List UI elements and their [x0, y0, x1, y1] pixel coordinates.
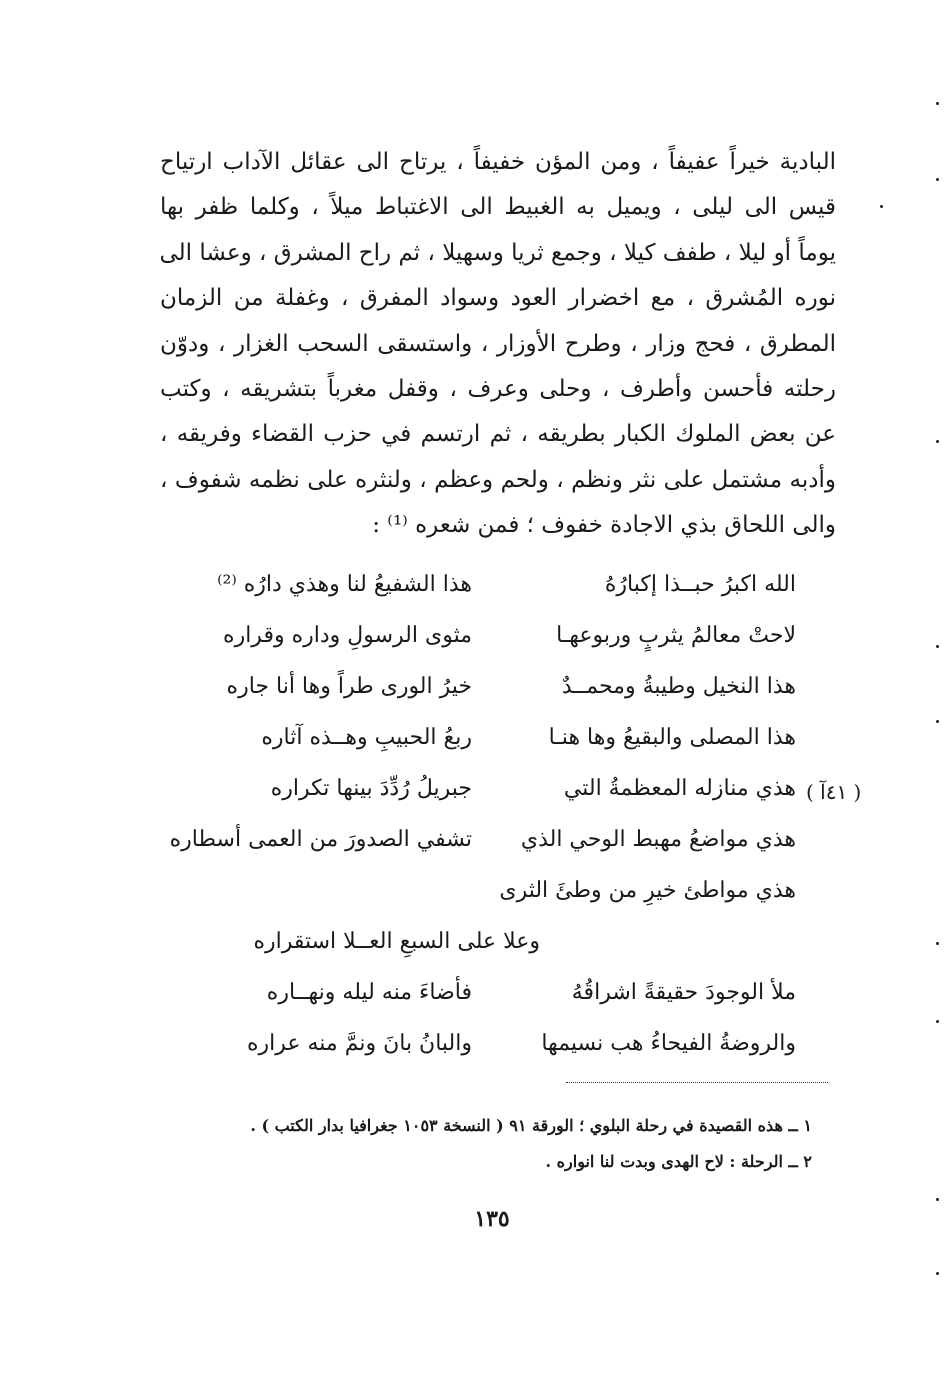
footnote: ١ ــ هذه القصيدة في رحلة البلوي ؛ الورقة ٩١ ( النسخة ١٠٥٣ جغرافيا بدار الكتب ) .	[250, 1116, 812, 1135]
verse-first-hemistich: هذا النخيل وطيبةُ ومحمــدٌ	[561, 674, 796, 699]
verse-first-hemistich: والروضةُ الفيحاءُ هب نسيمها	[541, 1031, 796, 1056]
prose-line: والى اللحاق بذي الاجادة خفوف ؛ فمن شعره ⁽¹⁾ :	[372, 512, 836, 539]
verse	[196, 929, 796, 980]
prose-line: وأدبه مشتمل على نثر ونظم ، ولحم وعظم ، ولنثره على نظمه شفوف ،	[160, 466, 836, 493]
verse-second-hemistich: وعلا على السبعِ العــلا استقراره	[253, 929, 540, 954]
footnote-divider	[566, 1082, 828, 1083]
poem	[169, 572, 796, 1082]
verse	[196, 980, 796, 1031]
verse-second-hemistich: جبريلُ رُدِّدَ بينها تكراره	[270, 776, 472, 801]
verse	[169, 827, 796, 878]
verse-second-hemistich: فأضاءَ منه ليله ونهــاره	[266, 980, 472, 1005]
verse-first-hemistich: هذي منازله المعظمةُ التي	[563, 776, 796, 801]
prose-line: البادية خيراً عفيفاً ، ومن المؤن خفيفاً ، يرتاح الى عقائل الآداب ارتياح	[160, 149, 836, 175]
verse-first-hemistich: هذي مواطئ خيرِ من وطئَ الثرى	[499, 878, 796, 903]
verse	[196, 674, 796, 725]
scan-mark	[936, 645, 939, 648]
scan-mark	[936, 440, 939, 443]
verse	[196, 776, 796, 827]
prose-line: يوماً أو ليلا ، طفف كيلا ، وجمع ثريا وسهيلا ، ثم راح المشرق ، وعشا الى	[159, 239, 836, 266]
verse-second-hemistich: خيرُ الورى طراً وها أنا جاره	[226, 674, 472, 699]
scan-mark	[936, 178, 939, 181]
prose-line: رحلته فأحسن وأطرف ، وحلى وعرف ، وقفل مغرباً بتشريقه ، وكتب	[160, 376, 836, 403]
verse-second-hemistich: تشفي الصدورَ من العمى أسطاره	[169, 827, 472, 852]
verse-second-hemistich: ربعُ الحبيبِ وهــذه آثاره	[261, 725, 472, 750]
verse-first-hemistich: هذا المصلى والبقيعُ وها هنـا	[548, 725, 796, 750]
prose-line: المطرق ، فحج وزار ، وطرح الأوزار ، واستسقى السحب الغزار ، ودوّن	[160, 330, 836, 357]
manuscript-folio-note: ( ٤١آ )	[806, 780, 862, 804]
verse-first-hemistich: هذي مواضعُ مهبط الوحي الذي	[520, 827, 796, 852]
verse-second-hemistich: والبانُ بانَ ونمَّ منه عراره	[246, 1031, 472, 1056]
verse	[196, 623, 796, 674]
scan-mark	[936, 720, 939, 723]
verse-first-hemistich: ملأ الوجودَ حقيقةً اشراقُهُ	[571, 980, 796, 1005]
footnote: ٢ ــ الرحلة : لاح الهدى وبدت لنا انواره .	[545, 1152, 812, 1171]
scan-mark	[880, 205, 883, 208]
footnotes	[180, 1108, 812, 1180]
verse-first-hemistich: لاحتْ معالمُ يثربٍ وربوعهـا	[556, 623, 796, 648]
verse	[196, 725, 796, 776]
scan-mark	[936, 102, 939, 105]
scan-mark	[936, 1272, 939, 1275]
verse	[196, 1031, 796, 1082]
prose-line: عن بعض الملوك الكبار بطريقه ، ثم ارتسم في حزب القضاء وفريقه ،	[160, 421, 836, 448]
page-number: ١٣٥	[474, 1206, 510, 1232]
verse	[196, 572, 796, 623]
scan-mark	[936, 942, 939, 945]
verse-first-hemistich: الله اكبرُ حبــذا إكبارُهُ	[604, 572, 796, 597]
prose-paragraph	[160, 140, 836, 549]
scan-mark	[936, 1020, 939, 1023]
prose-line: نوره المُشرق ، مع اخضرار العود وسواد المفرق ، وغفلة من الزمان	[160, 285, 836, 312]
prose-line: قيس الى ليلى ، ويميل به الغبيط الى الاغتباط ميلاً ، وكلما ظفر بها	[160, 194, 836, 221]
verse	[196, 878, 796, 929]
verse-second-hemistich: مثوى الرسولِ وداره وقراره	[223, 623, 472, 648]
scan-mark	[936, 1198, 939, 1201]
verse-second-hemistich: هذا الشفيعُ لنا وهذي دارُه ⁽²⁾	[217, 572, 472, 597]
